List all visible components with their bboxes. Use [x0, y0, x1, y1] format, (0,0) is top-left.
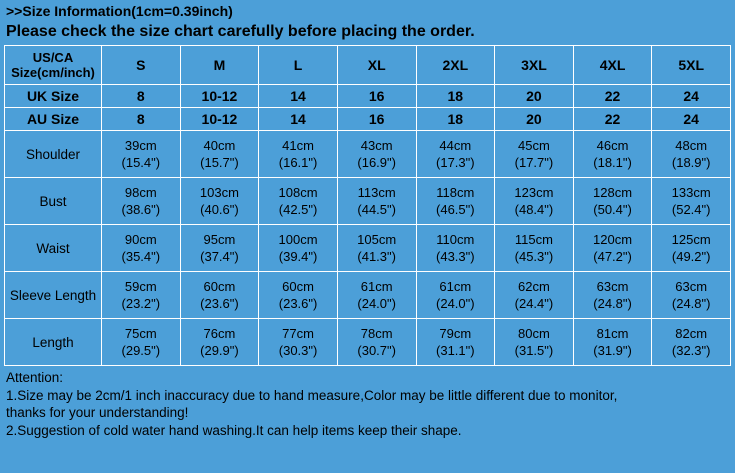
cell-waist-xl: [337, 225, 416, 272]
cell-length-2xl: [416, 319, 495, 366]
cell-waist-4xl: [573, 225, 652, 272]
corner-line-2: Size(cm/inch): [11, 65, 95, 80]
cell-shoulder-2xl: [416, 131, 495, 178]
value-inch: (31.9"): [593, 343, 632, 358]
size-chart-notice: Please check the size chart carefully before placing the order.: [6, 23, 475, 40]
cell-sleeve-3xl: [495, 272, 574, 319]
value-inch: (23.2"): [121, 296, 161, 311]
table-row: [5, 131, 731, 178]
cell-length-m: [180, 319, 259, 366]
value-cm: 62cm: [518, 279, 550, 294]
corner-line-1: US/CA: [32, 50, 74, 65]
cell-shoulder-4xl: [573, 131, 652, 178]
header: [0, 0, 735, 43]
value-inch: (15.7"): [200, 155, 239, 170]
cell-bust-s: [102, 178, 181, 225]
cell-length-l: [259, 319, 338, 366]
attention-note-1-cont: thanks for your understanding!: [6, 405, 189, 420]
cell-uk-xl: 16: [337, 85, 416, 108]
value-inch: (24.4"): [514, 296, 554, 311]
table-row: [5, 272, 731, 319]
cell-bust-xl: [337, 178, 416, 225]
cell-au-4xl: 22: [573, 108, 652, 131]
table-row: [5, 178, 731, 225]
value-inch: (24.0"): [357, 296, 396, 311]
value-cm: 90cm: [124, 232, 157, 247]
column-header-l: L: [259, 46, 338, 85]
cell-au-l: 14: [259, 108, 338, 131]
attention-note-1: 1.Size may be 2cm/1 inch inaccuracy due to hand measure,Color may be little different due to monitor,: [6, 387, 618, 403]
value-cm: 100cm: [278, 232, 318, 247]
value-inch: (52.4"): [671, 202, 711, 217]
table-row: [5, 108, 731, 131]
value-cm: 95cm: [203, 232, 236, 247]
row-label-au-size: AU Size: [5, 108, 102, 131]
cell-bust-3xl: [495, 178, 574, 225]
cell-shoulder-m: [180, 131, 259, 178]
row-label-length: Length: [5, 319, 102, 366]
cell-shoulder-5xl: [652, 131, 731, 178]
value-inch: (35.4"): [121, 249, 161, 264]
value-inch: (29.9"): [200, 343, 239, 358]
cell-length-4xl: [573, 319, 652, 366]
cell-sleeve-2xl: [416, 272, 495, 319]
value-inch: (18.1"): [593, 155, 632, 170]
cell-sleeve-s: [102, 272, 181, 319]
value-cm: 113cm: [357, 185, 396, 200]
value-cm: 110cm: [436, 232, 475, 247]
value-cm: 133cm: [671, 185, 711, 200]
cell-shoulder-3xl: [495, 131, 574, 178]
value-inch: (38.6"): [121, 202, 161, 217]
cell-waist-2xl: [416, 225, 495, 272]
cell-sleeve-l: [259, 272, 338, 319]
value-cm: 79cm: [439, 326, 472, 341]
cell-uk-4xl: 22: [573, 85, 652, 108]
cell-bust-4xl: [573, 178, 652, 225]
value-cm: 61cm: [439, 279, 472, 294]
cell-bust-5xl: [652, 178, 731, 225]
value-inch: (42.5"): [278, 202, 318, 217]
cell-sleeve-4xl: [573, 272, 652, 319]
value-inch: (17.7"): [514, 155, 554, 170]
table-header-row: [5, 46, 731, 85]
value-cm: 39cm: [124, 138, 157, 153]
value-inch: (50.4"): [593, 202, 632, 217]
table-row: [5, 225, 731, 272]
value-cm: 60cm: [203, 279, 236, 294]
cell-uk-l: 14: [259, 85, 338, 108]
value-cm: 46cm: [596, 138, 629, 153]
value-cm: 61cm: [360, 279, 393, 294]
value-inch: (41.3"): [357, 249, 396, 264]
value-cm: 103cm: [199, 185, 239, 200]
cell-length-xl: [337, 319, 416, 366]
cell-bust-l: [259, 178, 338, 225]
column-header-xl: XL: [337, 46, 416, 85]
value-inch: (46.5"): [436, 202, 475, 217]
value-inch: (39.4"): [278, 249, 318, 264]
value-inch: (30.3"): [278, 343, 318, 358]
table-row: [5, 85, 731, 108]
attention-title: Attention:: [6, 370, 64, 385]
value-inch: (31.1"): [436, 343, 475, 358]
column-header-3xl: 3XL: [495, 46, 574, 85]
cell-waist-l: [259, 225, 338, 272]
cell-sleeve-xl: [337, 272, 416, 319]
value-cm: 78cm: [360, 326, 393, 341]
cell-length-3xl: [495, 319, 574, 366]
cell-shoulder-s: [102, 131, 181, 178]
attention-notes: [0, 366, 735, 439]
size-table-body: [5, 46, 731, 366]
value-cm: 44cm: [439, 138, 472, 153]
value-inch: (15.4"): [121, 155, 161, 170]
value-inch: (24.8"): [671, 296, 711, 311]
value-inch: (29.5"): [121, 343, 161, 358]
value-inch: (30.7"): [357, 343, 396, 358]
value-inch: (24.8"): [593, 296, 632, 311]
row-label-sleeve-length: Sleeve Length: [5, 272, 102, 319]
value-inch: (32.3"): [671, 343, 711, 358]
value-inch: (31.5"): [514, 343, 554, 358]
value-cm: 63cm: [675, 279, 708, 294]
cell-sleeve-m: [180, 272, 259, 319]
value-cm: 75cm: [124, 326, 157, 341]
value-inch: (23.6"): [278, 296, 318, 311]
value-cm: 98cm: [124, 185, 157, 200]
value-cm: 76cm: [203, 326, 236, 341]
value-cm: 81cm: [596, 326, 629, 341]
value-inch: (40.6"): [200, 202, 239, 217]
cell-uk-5xl: 24: [652, 85, 731, 108]
value-cm: 41cm: [282, 138, 314, 153]
cell-uk-3xl: 20: [495, 85, 574, 108]
column-header-5xl: 5XL: [652, 46, 731, 85]
value-cm: 80cm: [518, 326, 550, 341]
value-inch: (16.1"): [278, 155, 318, 170]
value-cm: 118cm: [436, 185, 475, 200]
cell-au-3xl: 20: [495, 108, 574, 131]
cell-au-5xl: 24: [652, 108, 731, 131]
value-inch: (17.3"): [436, 155, 475, 170]
value-cm: 115cm: [514, 232, 553, 247]
column-header-s: S: [102, 46, 181, 85]
cell-shoulder-xl: [337, 131, 416, 178]
value-cm: 105cm: [357, 232, 397, 247]
value-cm: 82cm: [675, 326, 708, 341]
value-inch: (47.2"): [593, 249, 632, 264]
size-table: [4, 45, 731, 366]
value-inch: (18.9"): [671, 155, 711, 170]
cell-uk-2xl: 18: [416, 85, 495, 108]
cell-au-xl: 16: [337, 108, 416, 131]
value-inch: (44.5"): [357, 202, 396, 217]
value-inch: (37.4"): [200, 249, 239, 264]
value-cm: 108cm: [278, 185, 318, 200]
value-inch: (48.4"): [514, 202, 554, 217]
column-header-2xl: 2XL: [416, 46, 495, 85]
value-inch: (45.3"): [514, 249, 554, 264]
row-label-waist: Waist: [5, 225, 102, 272]
attention-note-2: 2.Suggestion of cold water hand washing.It can help items keep their shape.: [6, 422, 462, 438]
cell-sleeve-5xl: [652, 272, 731, 319]
value-cm: 40cm: [203, 138, 236, 153]
value-cm: 125cm: [671, 232, 711, 247]
cell-bust-m: [180, 178, 259, 225]
cell-au-2xl: 18: [416, 108, 495, 131]
cell-uk-m: 10-12: [180, 85, 259, 108]
column-header-m: M: [180, 46, 259, 85]
value-inch: (23.6"): [200, 296, 239, 311]
cell-uk-s: 8: [102, 85, 181, 108]
cell-au-m: 10-12: [180, 108, 259, 131]
row-label-uk-size: UK Size: [5, 85, 102, 108]
row-label-bust: Bust: [5, 178, 102, 225]
cell-length-5xl: [652, 319, 731, 366]
value-cm: 123cm: [514, 185, 554, 200]
cell-waist-m: [180, 225, 259, 272]
value-inch: (24.0"): [436, 296, 475, 311]
row-label-shoulder: Shoulder: [5, 131, 102, 178]
value-cm: 120cm: [593, 232, 633, 247]
table-corner-cell: [5, 46, 102, 85]
value-cm: 43cm: [360, 138, 393, 153]
cell-waist-s: [102, 225, 181, 272]
value-cm: 60cm: [282, 279, 314, 294]
value-cm: 48cm: [675, 138, 708, 153]
cell-waist-3xl: [495, 225, 574, 272]
value-cm: 77cm: [282, 326, 314, 341]
cell-length-s: [102, 319, 181, 366]
cell-au-s: 8: [102, 108, 181, 131]
cell-bust-2xl: [416, 178, 495, 225]
column-header-4xl: 4XL: [573, 46, 652, 85]
value-cm: 128cm: [593, 185, 633, 200]
value-inch: (43.3"): [436, 249, 475, 264]
value-cm: 63cm: [596, 279, 629, 294]
value-cm: 45cm: [518, 138, 550, 153]
table-row: [5, 319, 731, 366]
cell-waist-5xl: [652, 225, 731, 272]
value-inch: (16.9"): [357, 155, 396, 170]
cell-shoulder-l: [259, 131, 338, 178]
size-information-heading: >>Size Information(1cm=0.39inch): [6, 3, 233, 19]
value-inch: (49.2"): [671, 249, 711, 264]
value-cm: 59cm: [124, 279, 157, 294]
